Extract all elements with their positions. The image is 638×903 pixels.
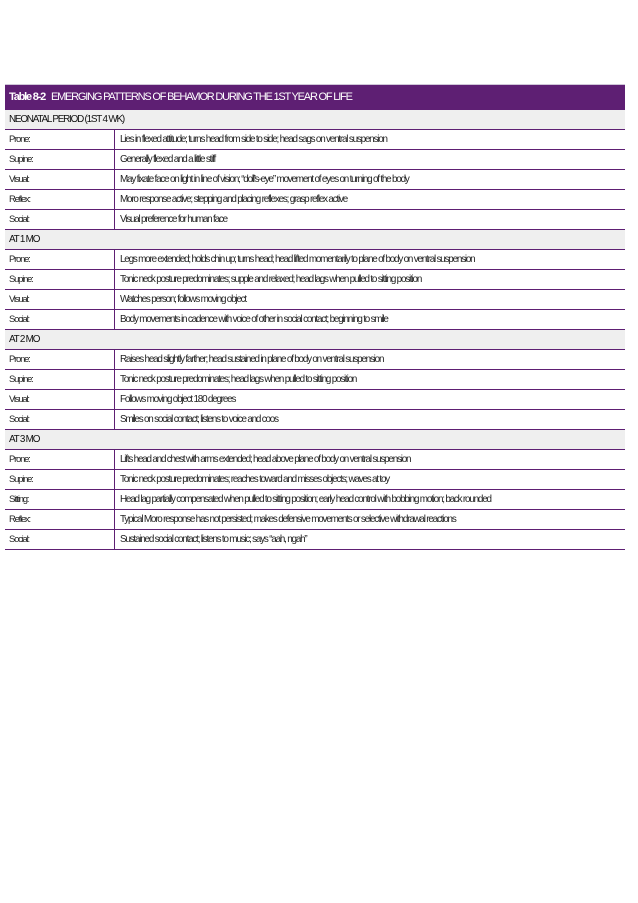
row-description: Tonic neck posture predominates; reaches toward and misses objects; waves at toy <box>114 470 625 489</box>
table-row <box>5 470 625 490</box>
row-label: Supine: <box>9 374 33 385</box>
row-label: Social: <box>9 534 29 545</box>
row-label: Visual: <box>9 294 29 305</box>
table-row <box>5 190 625 210</box>
row-description: Smiles on social contact; listens to voice and coos <box>114 410 625 429</box>
behavior-table <box>5 84 625 550</box>
table-row <box>5 270 625 290</box>
row-label: Visual: <box>9 174 29 185</box>
table-row <box>5 390 625 410</box>
row-label: Prone: <box>9 454 30 465</box>
row-description: Tonic neck posture predominates; head lags when pulled to sitting position <box>114 370 625 389</box>
row-label: Supine: <box>9 274 33 285</box>
table-row <box>5 150 625 170</box>
row-description: Lifts head and chest with arms extended; head above plane of body on ventral suspension <box>114 450 625 469</box>
row-label: Reflex: <box>9 514 30 525</box>
table-title-bar <box>5 85 625 110</box>
row-label: Prone: <box>9 354 30 365</box>
row-description: Moro response active; stepping and placing reflexes; grasp reflex active <box>114 190 625 209</box>
table-row <box>5 310 625 330</box>
row-description: Head lag partially compensated when pulled to sitting position; early head control with bobbing motion; back rounded <box>114 490 625 509</box>
table-row <box>5 450 625 470</box>
table-row <box>5 350 625 370</box>
row-label: Supine: <box>9 154 33 165</box>
table-body <box>5 110 625 550</box>
table-row <box>5 250 625 270</box>
row-description: Typical Moro response has not persisted; makes defensive movements or selective withdrawal reactions <box>114 510 625 529</box>
row-description: May fixate face on light in line of vision; “doll’s-eye” movement of eyes on turning of the body <box>114 170 625 189</box>
row-label: Social: <box>9 414 29 425</box>
row-label: Prone: <box>9 134 30 145</box>
row-description: Raises head slightly farther; head sustained in plane of body on ventral suspension <box>114 350 625 369</box>
row-label: Supine: <box>9 474 33 485</box>
row-description: Generally flexed and a little stiff <box>114 150 625 169</box>
row-description: Tonic neck posture predominates; supple and relaxed; head lags when pulled to sitting position <box>114 270 625 289</box>
table-row <box>5 530 625 550</box>
row-description: Follows moving object 180 degrees <box>114 390 625 409</box>
section-heading: AT 3 MO <box>5 430 625 450</box>
row-label: Prone: <box>9 254 30 265</box>
row-description: Body movements in cadence with voice of other in social contact; beginning to smile <box>114 310 625 329</box>
table-row <box>5 370 625 390</box>
table-number: Table 8-2 <box>9 91 46 103</box>
row-description: Lies in flexed attitude; turns head from side to side; head sags on ventral suspension <box>114 130 625 149</box>
section-heading: AT 2 MO <box>5 330 625 350</box>
table-row <box>5 290 625 310</box>
row-label: Reflex: <box>9 194 30 205</box>
row-label: Social: <box>9 214 29 225</box>
table-title: EMERGING PATTERNS OF BEHAVIOR DURING THE 1ST YEAR OF LIFE <box>50 91 352 103</box>
row-label: Sitting: <box>9 494 29 505</box>
table-row <box>5 210 625 230</box>
table-row <box>5 410 625 430</box>
table-row <box>5 130 625 150</box>
row-description: Legs more extended; holds chin up; turns head; head lifted momentarily to plane of body on ventral suspension <box>114 250 625 269</box>
row-label: Visual: <box>9 394 29 405</box>
section-heading: AT 1 MO <box>5 230 625 250</box>
table-row <box>5 490 625 510</box>
row-description: Watches person; follows moving object <box>114 290 625 309</box>
table-row <box>5 510 625 530</box>
table-row <box>5 170 625 190</box>
row-description: Sustained social contact; listens to music; says “aah, ngah” <box>114 530 625 549</box>
row-description: Visual preference for human face <box>114 210 625 229</box>
section-heading: NEONATAL PERIOD (1ST 4 WK) <box>5 110 625 130</box>
row-label: Social: <box>9 314 29 325</box>
